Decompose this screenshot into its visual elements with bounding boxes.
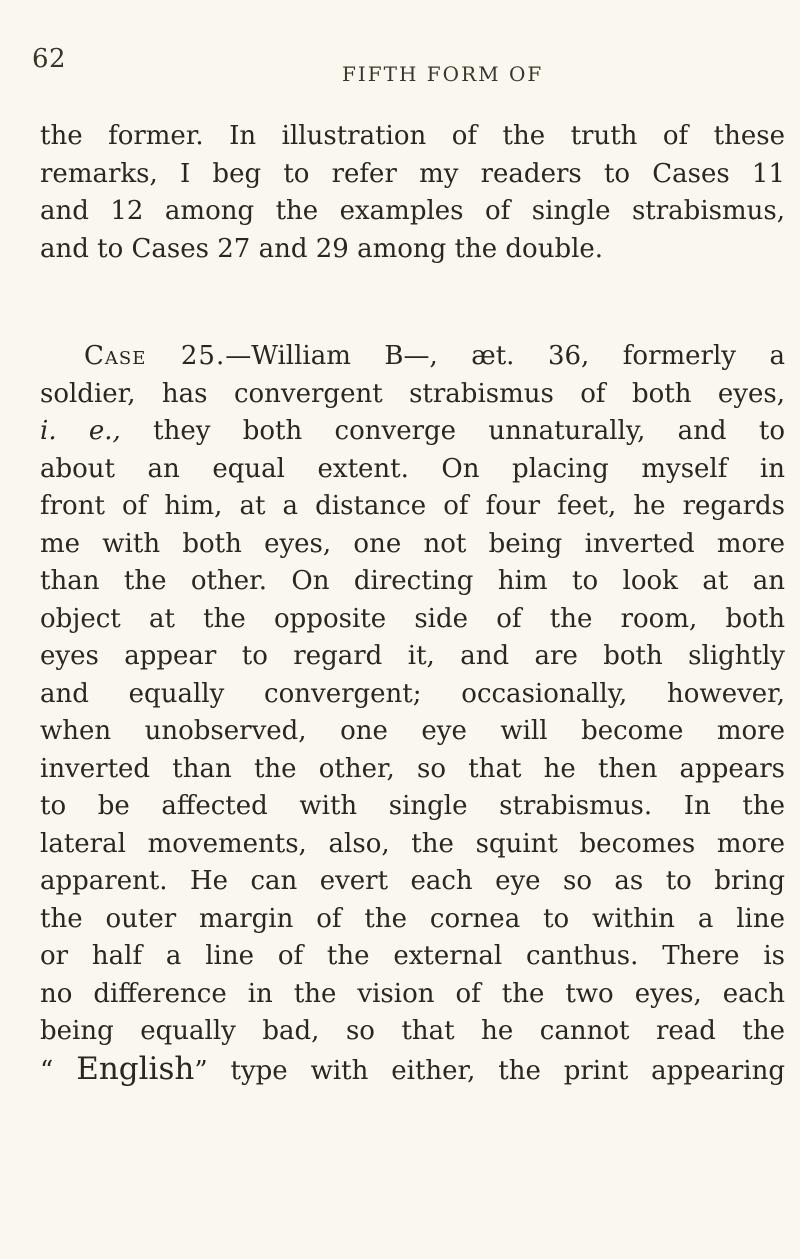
text-segment: ” type with either, the print appearing [194, 1055, 785, 1086]
text-line: being equally bad, so that he cannot read the [40, 1016, 785, 1046]
text-line: front of him, at a distance of four feet, he regards [40, 491, 785, 521]
case-label: Case 25. [84, 341, 226, 371]
text-line: when unobserved, one eye will become more [40, 716, 785, 746]
text-line: to be affected with single strabismus. In the [40, 791, 785, 821]
text-line: object at the opposite side of the room, both [40, 603, 785, 634]
text-line: and to Cases 27 and 29 among the double. [40, 233, 604, 264]
english-word: English [76, 1050, 195, 1087]
text-line: soldier, has convergent strabismus of both eyes, [40, 378, 785, 409]
text-line [40, 413, 785, 451]
text-line: me with both eyes, one not being inverted more [40, 528, 785, 559]
text-line: inverted than the other, so that he then appears [40, 753, 785, 784]
text-line-final [40, 1051, 785, 1089]
text-line: remarks, I beg to refer my readers to Cases 11 [40, 158, 785, 189]
text-line: the outer margin of the cornea to within a line [40, 903, 785, 934]
open-quote: “ [40, 1055, 77, 1086]
case-heading-line [40, 338, 785, 376]
text-line: lateral movements, also, the squint becomes more [40, 828, 785, 859]
text-line: about an equal extent. On placing myself in [40, 453, 785, 484]
text-line: and 12 among the examples of single strabismus, [40, 196, 785, 226]
text-line: no difference in the vision of the two eyes, each [40, 978, 785, 1009]
paragraph-continuation [40, 118, 785, 268]
text-line: eyes appear to regard it, and are both slightly [40, 641, 785, 671]
italic-abbreviation: i. e., [40, 416, 121, 446]
page-number: 62 [32, 44, 67, 74]
text-line: and equally convergent; occasionally, however, [40, 678, 785, 709]
case-paragraph [40, 338, 785, 1088]
text-line: than the other. On directing him to look at an [40, 566, 785, 596]
text-segment: they both converge unnaturally, and to [120, 416, 785, 446]
text-line: apparent. He can evert each eye so as to bring [40, 866, 785, 896]
text-segment: —William B—, æt. 36, formerly a [225, 341, 785, 371]
running-head: FIFTH FORM OF [342, 62, 544, 86]
text-line: or half a line of the external canthus. There is [40, 941, 785, 971]
text-line: the former. In illustration of the truth of these [40, 121, 785, 151]
